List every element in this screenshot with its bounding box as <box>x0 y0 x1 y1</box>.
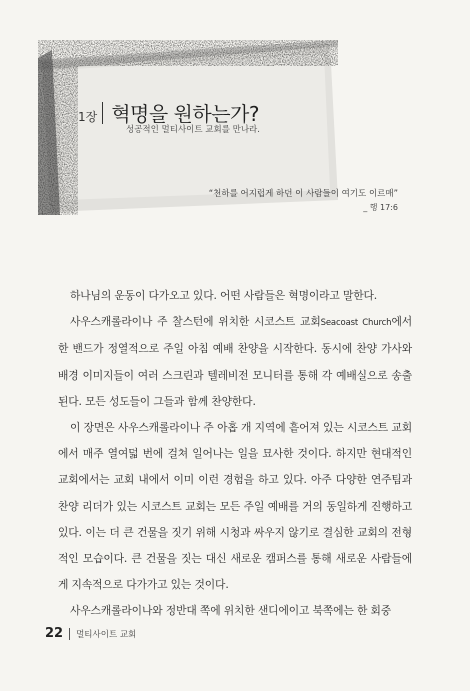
page-footer <box>45 626 136 641</box>
chapter-divider <box>102 102 103 124</box>
paragraph: 이 장면은 사우스캐롤라이나 주 아홉 개 지역에 흩어져 있는 시코스트 교회에서 매주 열여덟 번에 걸쳐 일어나는 일을 묘사한 것이다. 하지만 현대적인 교회에서는 교회 내에서 이미 이런 경험을 하고 있다. 아주 다양한 연주팀과 찬양 리더가 있는 시코스트 교회는 모든 주일 예배를 거의 동일하게 진행하고 있다. 이는 더 큰 건물을 짓기 위해 시청과 싸우지 않기로 결심한 교회의 전형적인 모습이다. 큰 건물을 짓는 대신 새로운 캠퍼스를 통해 새로운 사람들에게 지속적으로 다가가고 있는 것이다. <box>58 421 412 592</box>
page-number: 22 <box>45 626 64 641</box>
paragraph-text: 에서 한 밴드가 정열적으로 주일 아침 예배 찬양을 시작한다. 동시에 찬양 가사와 배경 이미지들이 여러 스크린과 텔레비전 모니터를 통해 각 예배실으로 송출된다. 모든 성도들이 그들과 함께 찬양한다. <box>58 315 412 408</box>
chapter-number: 1장 <box>78 110 98 124</box>
chapter-subtitle: 성공적인 멀티사이트 교회를 만나라. <box>126 125 260 135</box>
chapter-title: 혁명을 원하는가? <box>111 102 259 126</box>
epigraph-reference: _ 행 17:6 <box>363 203 398 212</box>
footer-divider <box>69 628 70 640</box>
body-text <box>58 283 412 625</box>
epigraph-quote: “천하를 어지럽게 하던 이 사람들이 여기도 이르매” <box>208 189 398 199</box>
paragraph-text: 사우스캐롤라이나 주 찰스턴에 위치한 시코스트 교회 <box>70 315 321 329</box>
paragraph <box>58 309 412 415</box>
paragraph: 사우스캐롤라이나와 정반대 쪽에 위치한 샌디에이고 북쪽에는 한 회중 <box>70 604 392 618</box>
paragraph: 하나님의 운동이 다가오고 있다. 어떤 사람들은 혁명이라고 말한다. <box>70 289 378 302</box>
epigraph <box>138 187 398 213</box>
church-english-name: Seacoast Church <box>320 318 392 329</box>
running-book-title: 멀티사이트 교회 <box>76 629 137 640</box>
